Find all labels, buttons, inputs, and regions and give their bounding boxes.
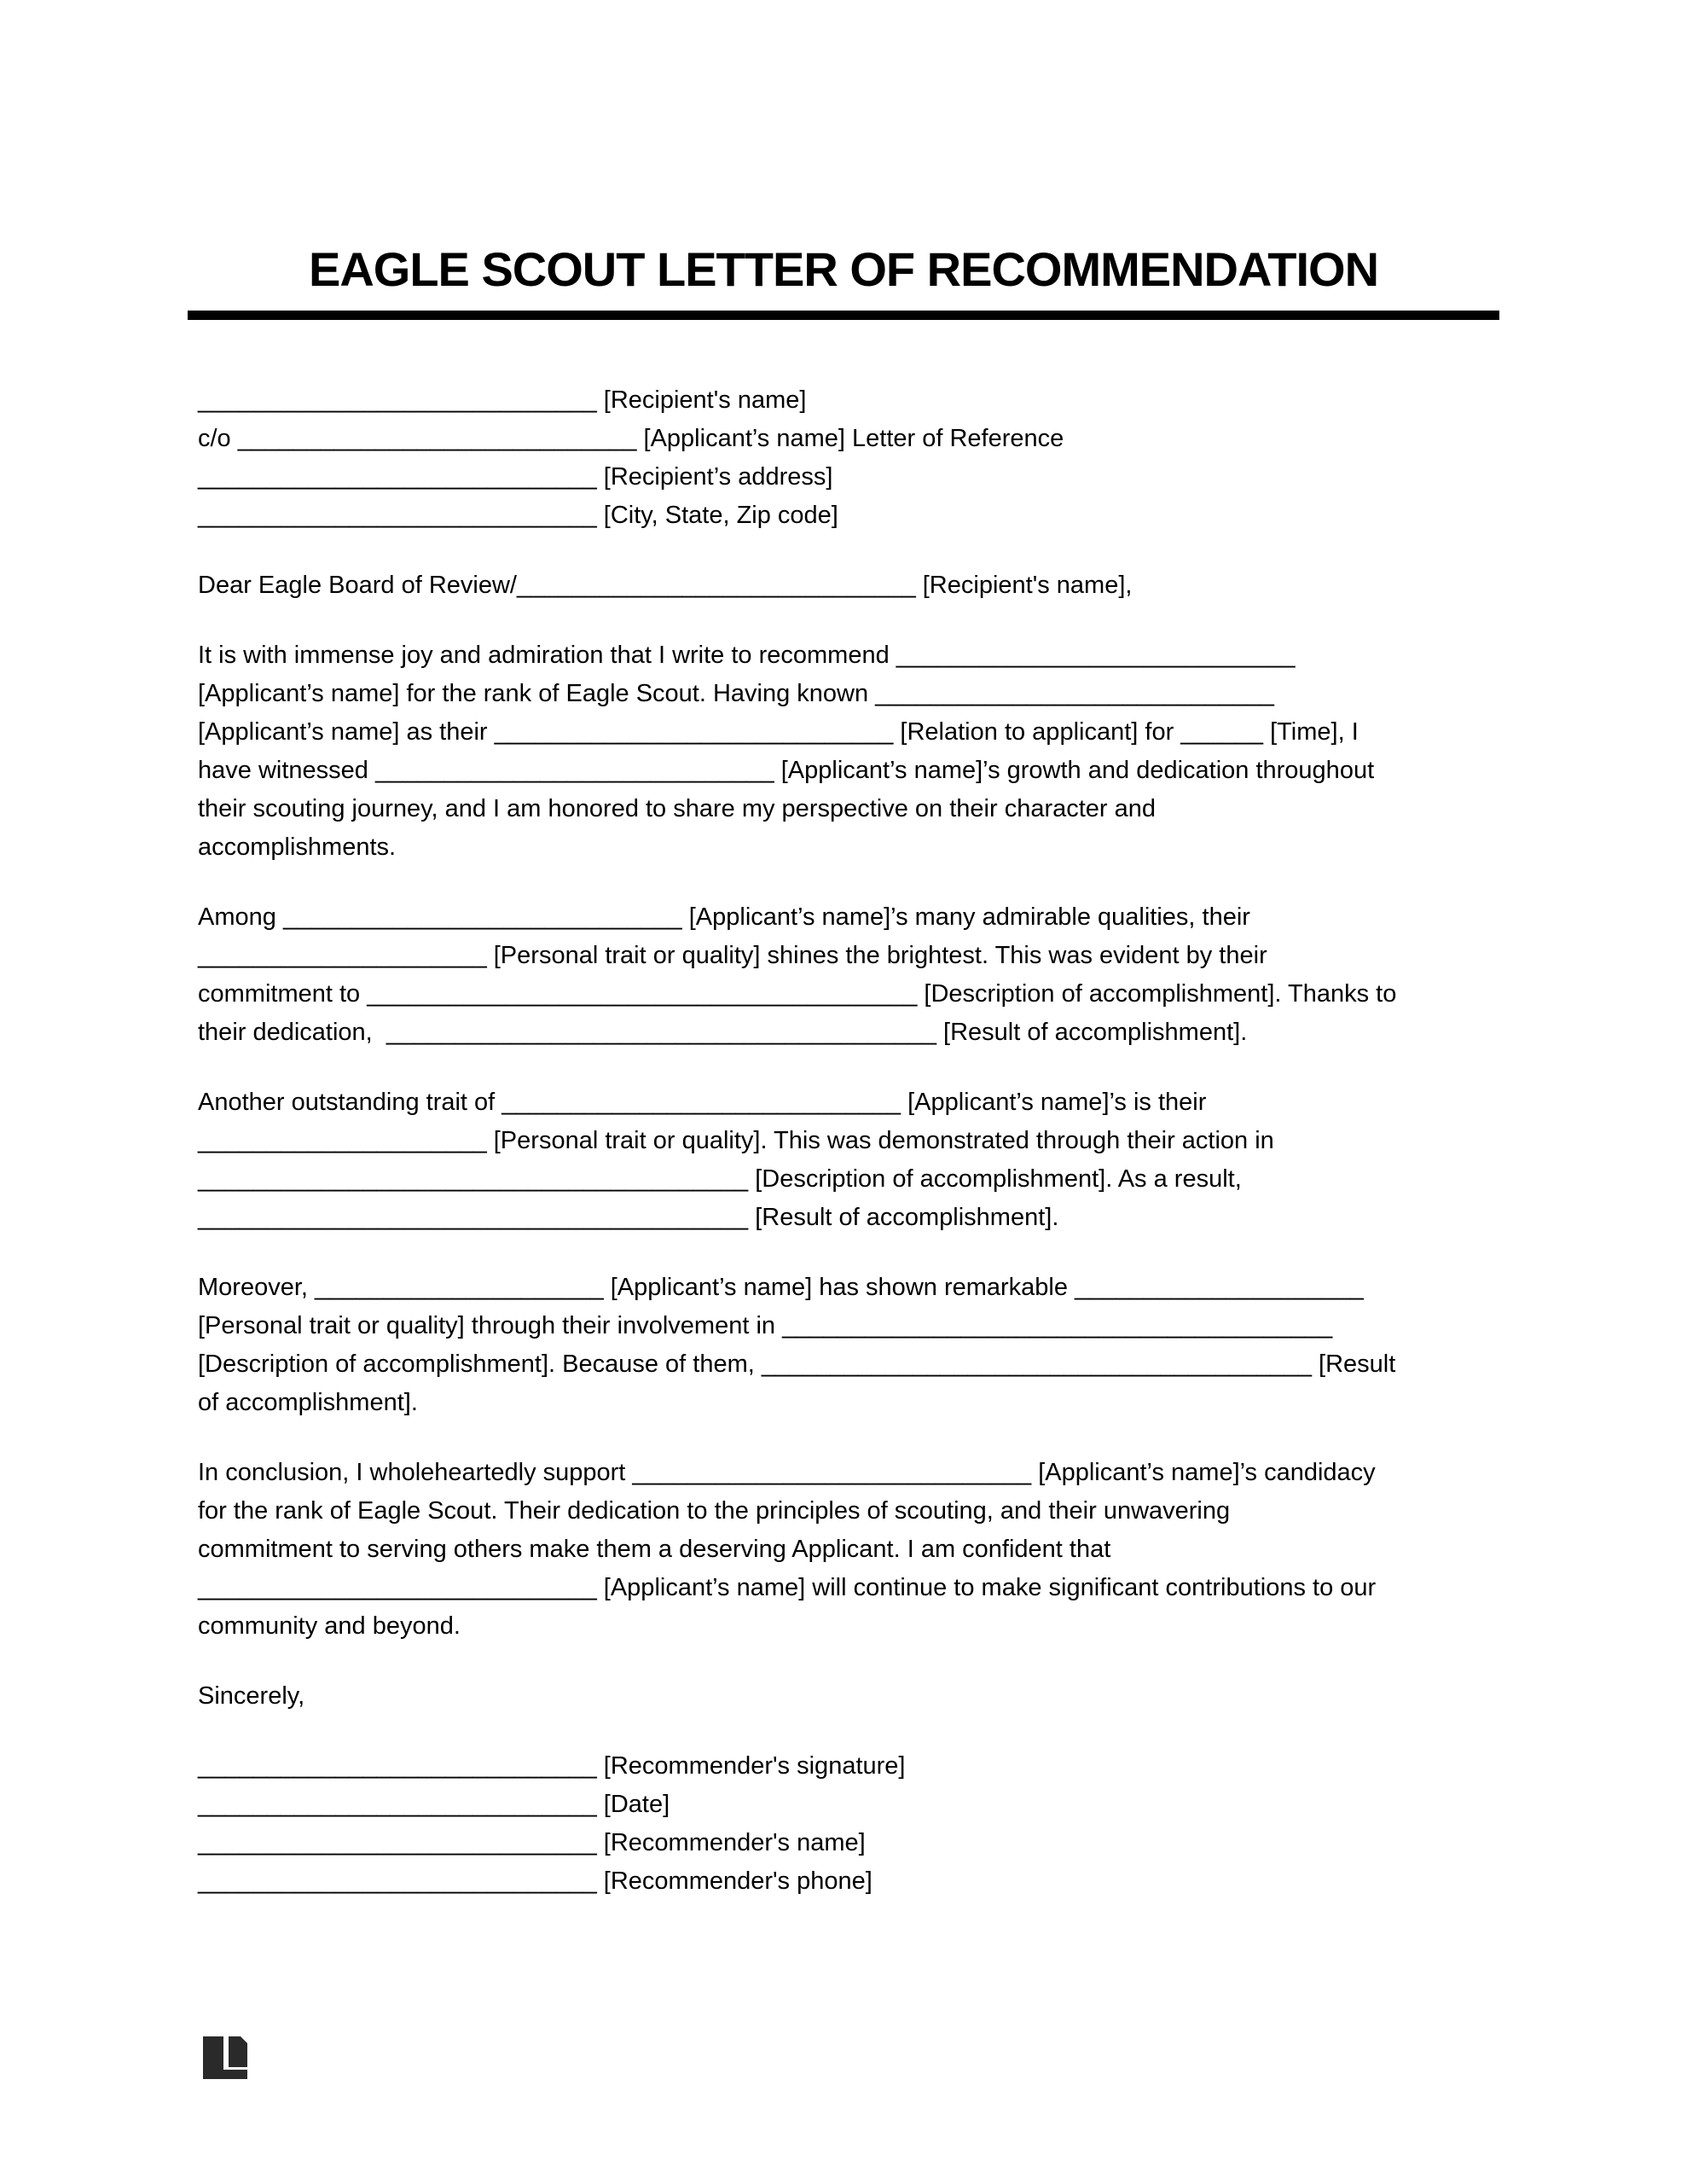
recommender-name-line: _____________________________ [Recommender's name] [198, 1829, 866, 1856]
salutation [198, 566, 1533, 605]
paragraph-conclusion [198, 1454, 1533, 1646]
closing-line: Sincerely, [198, 1682, 305, 1710]
legal-templates-logo-icon [203, 2036, 247, 2079]
closing [198, 1677, 1533, 1716]
paragraph-second-quality [198, 1083, 1533, 1237]
paragraph-line: In conclusion, I wholeheartedly support _____________________________ [Applicant’s name]’s candidacy [198, 1459, 1376, 1486]
paragraph-first-quality [198, 898, 1533, 1052]
paragraph-line: _____________________ [Personal trait or quality]. This was demonstrated through their action in [198, 1127, 1274, 1154]
paragraph-line: their dedication, ________________________________________ [Result of accomplishment]. [198, 1019, 1248, 1046]
signature-block [198, 1747, 1533, 1901]
recipient-address-block [198, 381, 1533, 535]
paragraph-line: commitment to serving others make them a deserving Applicant. I am confident that [198, 1536, 1111, 1563]
paragraph-line: [Applicant’s name] as their _____________________________ [Relation to applicant] for ______ [Time], I [198, 718, 1359, 746]
salutation-line: Dear Eagle Board of Review/_____________________________ [Recipient's name], [198, 572, 1133, 599]
paragraph-line: Another outstanding trait of _____________________________ [Applicant’s name]’s is their [198, 1089, 1207, 1116]
paragraph-line: have witnessed _____________________________ [Applicant’s name]’s growth and dedication throughout [198, 757, 1375, 784]
paragraph-line: ________________________________________ [Description of accomplishment]. As a result, [198, 1165, 1242, 1193]
letter-body [0, 381, 1687, 1901]
paragraph-line: community and beyond. [198, 1612, 461, 1640]
paragraph-line: commitment to ________________________________________ [Description of accomplishment]. Thanks to [198, 980, 1397, 1008]
document-header [0, 242, 1687, 320]
paragraph-line: _____________________________ [Applicant’s name] will continue to make significant contributions to our [198, 1574, 1377, 1601]
paragraph-line: ________________________________________ [Result of accomplishment]. [198, 1204, 1059, 1231]
paragraph-line: for the rank of Eagle Scout. Their dedication to the principles of scouting, and their unwavering [198, 1497, 1231, 1525]
paragraph-line: accomplishments. [198, 834, 397, 861]
recommender-phone-line: _____________________________ [Recommender's phone] [198, 1867, 872, 1895]
recommender-signature-line: _____________________________ [Recommender's signature] [198, 1752, 906, 1780]
paragraph-line: [Description of accomplishment]. Because of them, ________________________________________ [Result [198, 1350, 1396, 1378]
paragraph-line: of accomplishment]. [198, 1389, 418, 1416]
paragraph-line: Among _____________________________ [Applicant’s name]’s many admirable qualities, their [198, 903, 1250, 931]
paragraph-line: [Personal trait or quality] through their involvement in ________________________________________ [198, 1312, 1333, 1339]
paragraph-line: It is with immense joy and admiration that I write to recommend _____________________________ [198, 642, 1296, 669]
paragraph-opening [198, 636, 1533, 867]
recipient-address-line: _____________________________ [Recipient’s address] [198, 463, 833, 491]
recipient-name-line: _____________________________ [Recipient's name] [198, 386, 807, 414]
page-title: EAGLE SCOUT LETTER OF RECOMMENDATION [308, 242, 1379, 296]
date-line: _____________________________ [Date] [198, 1791, 670, 1818]
paragraph-third-quality [198, 1269, 1533, 1422]
paragraph-line: _____________________ [Personal trait or quality] shines the brightest. This was evident by their [198, 942, 1267, 969]
city-state-zip-line: _____________________________ [City, State, Zip code] [198, 502, 838, 529]
paragraph-line: their scouting journey, and I am honored to share my perspective on their character and [198, 795, 1157, 822]
paragraph-line: Moreover, _____________________ [Applicant’s name] has shown remarkable _____________________ [198, 1274, 1364, 1301]
care-of-line: c/o _____________________________ [Applicant’s name] Letter of Reference [198, 425, 1064, 452]
paragraph-line: [Applicant’s name] for the rank of Eagle Scout. Having known _____________________________ [198, 680, 1274, 707]
title-rule [188, 311, 1499, 320]
